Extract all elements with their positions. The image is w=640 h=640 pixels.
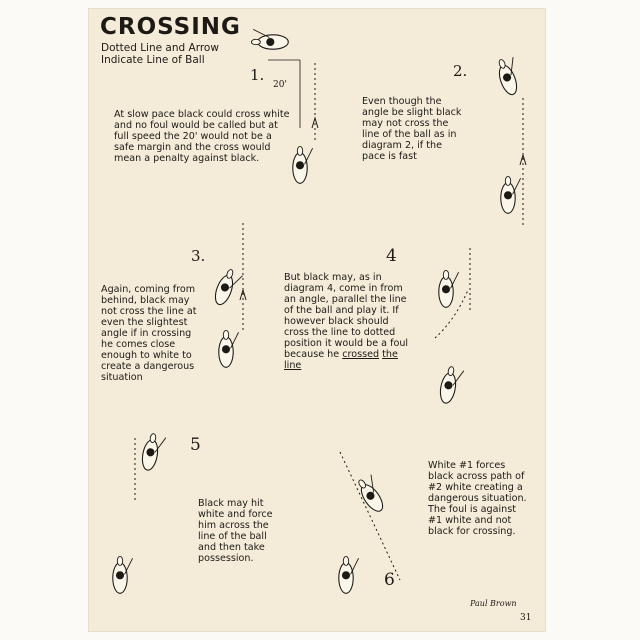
- diagram-5-white-rider: [113, 556, 133, 593]
- diagram-1-text: At slow pace black could cross white and no foul would be called but at full speed the 20' would not be a safe margin and the cross would mean a penalty against black.: [114, 109, 290, 164]
- page-number: 31: [520, 613, 532, 623]
- diagram-6-text: White #1 forces black across path of #2 white creating a dangerous situation. The foul is against #1 white and not black for crossing.: [428, 460, 527, 537]
- diagram-6-number: 6: [384, 570, 395, 590]
- diagram-4-text-main: But black may, as in diagram 4, come in from an angle, parallel the line of the ball and play it. If however black should cross the line to dotted position it would be a foul because he: [284, 272, 409, 360]
- diagram-2-black-rider: [494, 55, 525, 96]
- diagram-5-number: 5: [190, 435, 201, 455]
- diagram-6-figure: [339, 452, 400, 593]
- diagram-4-white-rider: [438, 365, 464, 405]
- artist-signature: Paul Brown: [470, 599, 517, 608]
- diagram-5-text: Black may hit white and force him across the line of the ball and then take possession.: [198, 498, 273, 564]
- diagram-4-underline-line: line: [284, 360, 302, 371]
- diagram-2-number: 2.: [453, 62, 468, 80]
- diagram-1-figure: [251, 29, 318, 183]
- diagram-5-figure: [113, 432, 166, 593]
- diagram-3-figure: [212, 222, 246, 367]
- subtitle-line-2: Indicate Line of Ball: [101, 54, 205, 66]
- diagram-3-black-rider: [212, 267, 243, 308]
- diagram-4-figure: [435, 245, 470, 405]
- diagram-2-text: Even though the angle be slight black may not cross the line of the ball as in diagram 2, if the pace is fast: [362, 96, 462, 162]
- diagram-3-number: 3.: [191, 247, 206, 265]
- diagram-4-black-rider: [439, 270, 459, 307]
- diagram-1-black-rider: [251, 29, 288, 49]
- subtitle-line-1: Dotted Line and Arrow: [101, 42, 219, 54]
- diagram-4-underline-crossed: crossed: [342, 349, 380, 360]
- diagram-2-figure: [494, 55, 526, 225]
- diagram-4-number: 4: [386, 246, 397, 266]
- distance-label: 20': [273, 80, 287, 90]
- diagram-1-number: 1.: [250, 66, 265, 84]
- diagram-2-white-rider: [501, 176, 521, 213]
- diagram-3-text: Again, coming from behind, black may not cross the line at even the slightest angle if in crossing he comes close enough to white to create a dangerous situation: [101, 284, 197, 383]
- diagram-1-white-rider: [293, 146, 313, 183]
- page-title: CROSSING: [100, 14, 241, 40]
- diagram-3-white-rider: [219, 330, 239, 367]
- diagram-6-white-rider-2: [339, 556, 359, 593]
- diagram-5-black-rider: [140, 432, 166, 472]
- diagram-4-underline-the: the: [382, 349, 398, 360]
